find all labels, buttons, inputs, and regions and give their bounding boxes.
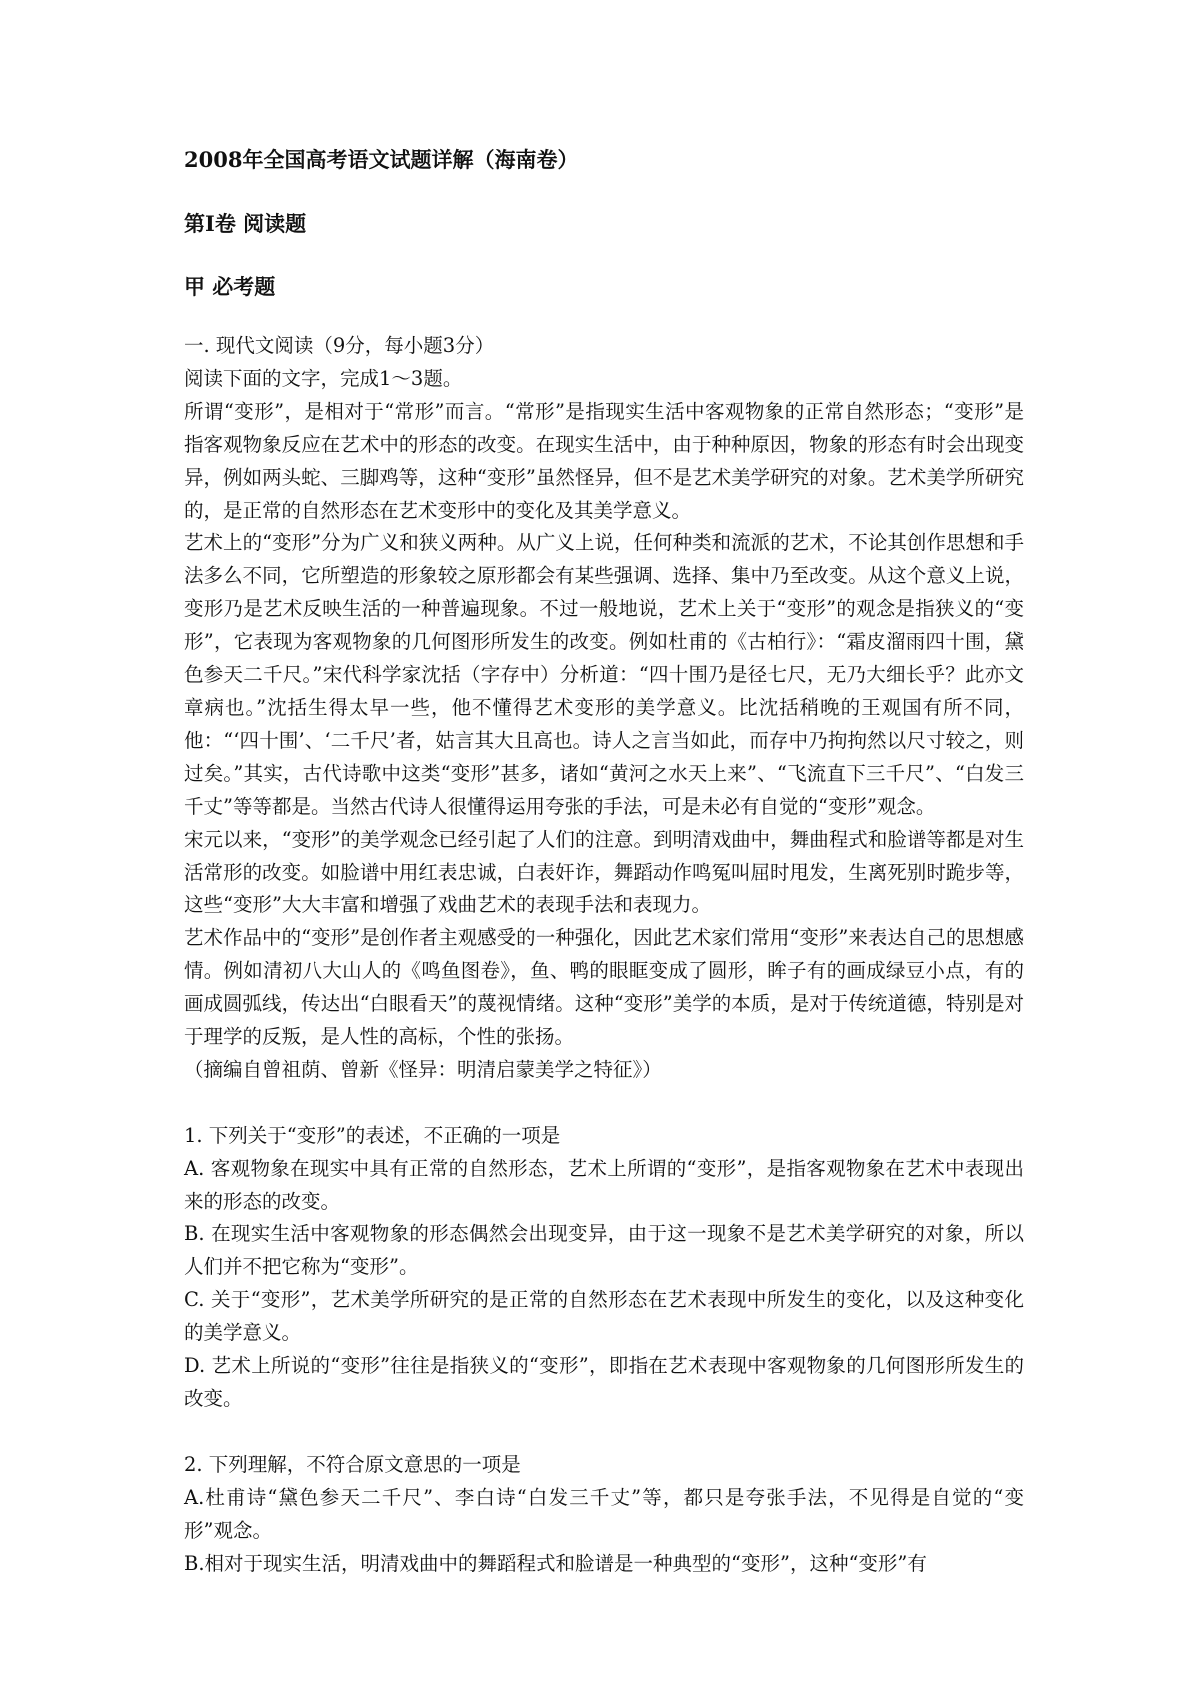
reading-heading: 一. 现代文阅读（9分，每小题3分） bbox=[184, 334, 495, 357]
spacer bbox=[184, 1416, 1024, 1449]
subsection-title: 甲 必考题 bbox=[184, 274, 276, 299]
question-option: A. 客观物象在现实中具有正常的自然形态，艺术上所谓的“变形”，是指客观物象在艺术中表现出来的形态的改变。 bbox=[184, 1156, 1024, 1213]
spacer bbox=[184, 1087, 1024, 1120]
passage-paragraph: 艺术作品中的“变形”是创作者主观感受的一种强化，因此艺术家们常用“变形”来表达自己的思想感情。例如清初八大山人的《鸣鱼图卷》，鱼、鸭的眼眶变成了圆形，眸子有的画成绿豆小点，有的画成圆弧线，传达出“白眼看天”的蔑视情绪。这种“变形”美学的本质，是对于传统道德，特别是对于理学的反叛，是人性的高标，个性的张扬。 bbox=[184, 926, 1024, 1049]
question-option: A.杜甫诗“黛色参天二千尺”、李白诗“白发三千丈”等，都只是夸张手法，不见得是自觉的“变形”观念。 bbox=[184, 1485, 1024, 1542]
reading-section bbox=[184, 330, 1024, 1580]
reading-instruction: 阅读下面的文字，完成1～3题。 bbox=[184, 366, 463, 390]
question-1 bbox=[184, 1120, 1024, 1416]
passage-paragraph: 宋元以来，“变形”的美学观念已经引起了人们的注意。到明清戏曲中，舞曲程式和脸谱等都是对生活常形的改变。如脸谱中用红表忠诚，白表奸诈，舞蹈动作鸣冤叫屈时甩发，生离死别时跪步等，这些“变形”大大丰富和增强了戏曲艺术的表现手法和表现力。 bbox=[184, 827, 1024, 917]
passage-source: （摘编自曾祖荫、曾新《怪异：明清启蒙美学之特征》） bbox=[184, 1057, 662, 1081]
passage-paragraph: 所谓“变形”，是相对于“常形”而言。“常形”是指现实生活中客观物象的正常自然形态；“变形”是指客观物象反应在艺术中的形态的改变。在现实生活中，由于种种原因，物象的形态有时会出现变异，例如两头蛇、三脚鸡等，这种“变形”虽然怪异，但不是艺术美学研究的对象。艺术美学所研究的，是正常的自然形态在艺术变形中的变化及其美学意义。 bbox=[184, 399, 1024, 522]
section-title: 第Ⅰ卷 阅读题 bbox=[184, 211, 307, 236]
question-stem: 1. 下列关于“变形”的表述，不正确的一项是 bbox=[184, 1123, 561, 1147]
question-option: D. 艺术上所说的“变形”往往是指狭义的“变形”，即指在艺术表现中客观物象的几何图形所发生的改变。 bbox=[184, 1354, 1024, 1410]
document-title: 2008年全国高考语文试题详解（海南卷） bbox=[184, 147, 579, 172]
question-2 bbox=[184, 1449, 1024, 1581]
passage-paragraph: 艺术上的“变形”分为广义和狭义两种。从广义上说，任何种类和流派的艺术，不论其创作思想和手法多么不同，它所塑造的形象较之原形都会有某些强调、选择、集中乃至改变。从这个意义上说，变形乃是艺术反映生活的一种普遍现象。不过一般地说，艺术上关于“变形”的观念是指狭义的“变形”，它表现为客观物象的几何图形所发生的改变。例如杜甫的《古柏行》：“霜皮溜雨四十围，黛色参天二千尺。”宋代科学家沈括（字存中）分析道：“四十围乃是径七尺，无乃大细长乎？此亦文章病也。”沈括生得太早一些，他不懂得艺术变形的美学意义。比沈括稍晚的王观国有所不同，他：“‘四十围’、‘二千尺’者，姑言其大且高也。诗人之言当如此，而存中乃拘拘然以尺寸较之，则过矣。”其实，古代诗歌中这类“变形”甚多，诸如“黄河之水天上来”、“飞流直下三千尺”、“白发三千丈”等等都是。当然古代诗人很懂得运用夸张的手法，可是未必有自觉的“变形”观念。 bbox=[184, 531, 1024, 818]
question-option: B.相对于现实生活，明清戏曲中的舞蹈程式和脸谱是一种典型的“变形”，这种“变形”有 bbox=[184, 1551, 927, 1575]
question-option: C. 关于“变形”，艺术美学所研究的是正常的自然形态在艺术表现中所发生的变化，以及这种变化的美学意义。 bbox=[184, 1288, 1024, 1345]
question-stem: 2. 下列理解，不符合原文意思的一项是 bbox=[184, 1452, 521, 1476]
question-option: B. 在现实生活中客观物象的形态偶然会出现变异，由于这一现象不是艺术美学研究的对象，所以人们并不把它称为“变形”。 bbox=[184, 1222, 1024, 1279]
